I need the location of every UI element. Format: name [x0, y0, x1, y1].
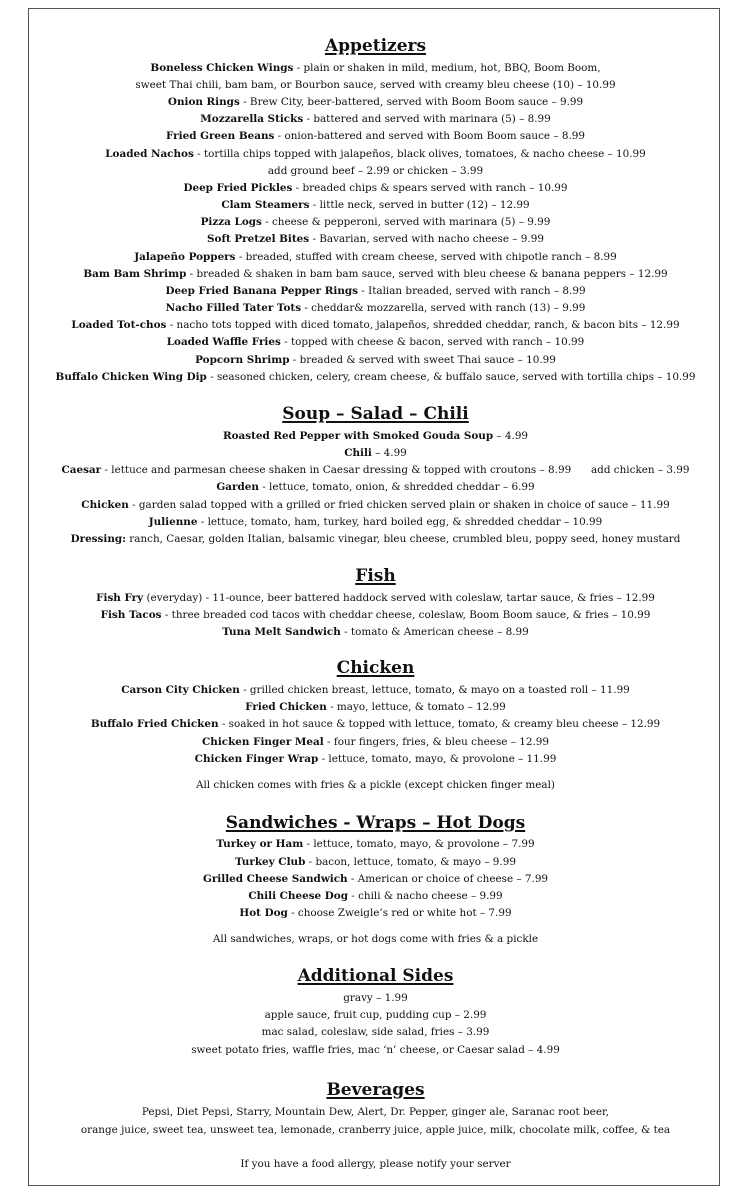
side-line: gravy – 1.99: [343, 992, 408, 1004]
menu-item: Tuna Melt Sandwich - tomato & American cheese – 8.99: [222, 626, 529, 638]
menu-item: Carson City Chicken - grilled chicken breast, lettuce, tomato, & mayo on a toasted roll – 11.99: [121, 684, 630, 696]
menu-item: Fish Tacos - three breaded cod tacos with cheddar cheese, coleslaw, Boom Boom sauce, & fries – 10.99: [100, 609, 651, 621]
chicken-note: All chicken comes with fries & a pickle (except chicken finger meal): [195, 779, 555, 791]
menu-item: Fried Green Beans - onion-battered and served with Boom Boom sauce – 8.99: [165, 130, 586, 142]
side-line: apple sauce, fruit cup, pudding cup – 2.99: [264, 1009, 487, 1021]
sandwiches-heading: Sandwiches - Wraps – Hot Dogs: [225, 813, 526, 833]
beverage-line: orange juice, sweet tea, unsweet tea, lemonade, cranberry juice, apple juice, milk, chocolate milk, coffee, & tea: [80, 1124, 671, 1136]
appetizers-heading: Appetizers: [324, 36, 427, 56]
side-line: mac salad, coleslaw, side salad, fries – 3.99: [261, 1026, 490, 1038]
menu-item: Deep Fried Pickles - breaded chips & spears served with ranch – 10.99: [183, 182, 568, 194]
menu-item: Julienne - lettuce, tomato, ham, turkey, hard boiled egg, & shredded cheddar – 10.99: [148, 516, 603, 528]
menu-item: add ground beef – 2.99 or chicken – 3.99: [267, 165, 484, 177]
menu-item: Chicken Finger Meal - four fingers, fries, & bleu cheese – 12.99: [202, 736, 549, 748]
menu-item: Clam Steamers - little neck, served in butter (12) – 12.99: [221, 199, 530, 211]
additional-sides-heading: Additional Sides: [297, 966, 454, 986]
menu-item: Boneless Chicken Wings - plain or shaken in mild, medium, hot, BBQ, Boom Boom,: [150, 62, 601, 74]
menu-item: Garden - lettuce, tomato, onion, & shredded cheddar – 6.99: [216, 481, 535, 493]
sandwiches-note: All sandwiches, wraps, or hot dogs come with fries & a pickle: [212, 933, 539, 945]
side-line: sweet potato fries, waffle fries, mac ‘n’ cheese, or Caesar salad – 4.99: [191, 1044, 560, 1056]
menu-item: Caesar - lettuce and parmesan cheese shaken in Caesar dressing & topped with croutons – 8.99 add chicken – 3.99: [61, 464, 690, 476]
menu-item: Deep Fried Banana Pepper Rings - Italian breaded, served with ranch – 8.99: [165, 285, 586, 297]
menu-item: Buffalo Chicken Wing Dip - seasoned chicken, celery, cream cheese, & buffalo sauce, served with tortilla chips – 10.99: [55, 371, 696, 383]
menu-item: Chicken Finger Wrap - lettuce, tomato, mayo, & provolone – 11.99: [194, 753, 557, 765]
menu-item: Fried Chicken - mayo, lettuce, & tomato – 12.99: [245, 701, 506, 713]
fish-heading: Fish: [355, 566, 396, 586]
menu-item: Soft Pretzel Bites - Bavarian, served with nacho cheese – 9.99: [207, 233, 544, 245]
menu-item: Grilled Cheese Sandwich - American or choice of cheese – 7.99: [202, 873, 549, 885]
menu-item: Chicken - garden salad topped with a grilled or fried chicken served plain or shaken in choice of sauce – 11.99: [81, 499, 670, 511]
menu-item: Hot Dog - choose Zweigle’s red or white hot – 7.99: [239, 907, 512, 919]
menu-item: Turkey or Ham - lettuce, tomato, mayo, & provolone – 7.99: [216, 838, 535, 850]
menu-item: Pizza Logs - cheese & pepperoni, served with marinara (5) – 9.99: [200, 216, 551, 228]
menu-item: Loaded Waffle Fries - topped with cheese & bacon, served with ranch – 10.99: [166, 336, 585, 348]
beverage-line: Pepsi, Diet Pepsi, Starry, Mountain Dew, Alert, Dr. Pepper, ginger ale, Saranac root beer,: [141, 1106, 610, 1118]
chicken-heading: Chicken: [336, 658, 415, 678]
menu-item: Popcorn Shrimp - breaded & served with sweet Thai sauce – 10.99: [195, 354, 556, 366]
menu-item: Roasted Red Pepper with Smoked Gouda Soup – 4.99: [222, 430, 529, 442]
menu-item: Dressing: ranch, Caesar, golden Italian, balsamic vinegar, bleu cheese, crumbled bleu, poppy seed, honey mustard: [70, 533, 681, 545]
menu-item: Chili Cheese Dog - chili & nacho cheese – 9.99: [248, 890, 503, 902]
allergy-notice: If you have a food allergy, please notify your server: [240, 1158, 511, 1170]
menu-item: sweet Thai chili, bam bam, or Bourbon sauce, served with creamy bleu cheese (10) – 10.99: [135, 79, 616, 91]
menu-item: Turkey Club - bacon, lettuce, tomato, & mayo – 9.99: [235, 856, 516, 868]
soup-salad-chili-heading: Soup – Salad – Chili: [282, 404, 469, 424]
menu-item: Fish Fry (everyday) - 11-ounce, beer battered haddock served with coleslaw, tartar sauce, & fries – 12.99: [96, 592, 655, 604]
beverages-heading: Beverages: [326, 1080, 425, 1100]
menu-item: Mozzarella Sticks - battered and served with marinara (5) – 8.99: [200, 113, 551, 125]
menu-item: Jalapeño Poppers - breaded, stuffed with cream cheese, served with chipotle ranch – 8.99: [134, 251, 617, 263]
menu-item: Nacho Filled Tater Tots - cheddar& mozzarella, served with ranch (13) – 9.99: [165, 302, 586, 314]
menu-item: Buffalo Fried Chicken - soaked in hot sauce & topped with lettuce, tomato, & creamy bleu cheese – 12.99: [90, 718, 661, 730]
menu-item: Bam Bam Shrimp - breaded & shaken in bam bam sauce, served with bleu cheese & banana peppers – 12.99: [83, 268, 668, 280]
menu-item: Loaded Tot-chos - nacho tots topped with diced tomato, jalapeños, shredded cheddar, ranch, & bacon bits – 12.99: [71, 319, 680, 331]
menu-item: Onion Rings - Brew City, beer-battered, served with Boom Boom sauce – 9.99: [167, 96, 584, 108]
menu-item: Chili – 4.99: [344, 447, 407, 459]
menu-item: Loaded Nachos - tortilla chips topped with jalapeños, black olives, tomatoes, & nacho cheese – 10.99: [105, 148, 646, 160]
